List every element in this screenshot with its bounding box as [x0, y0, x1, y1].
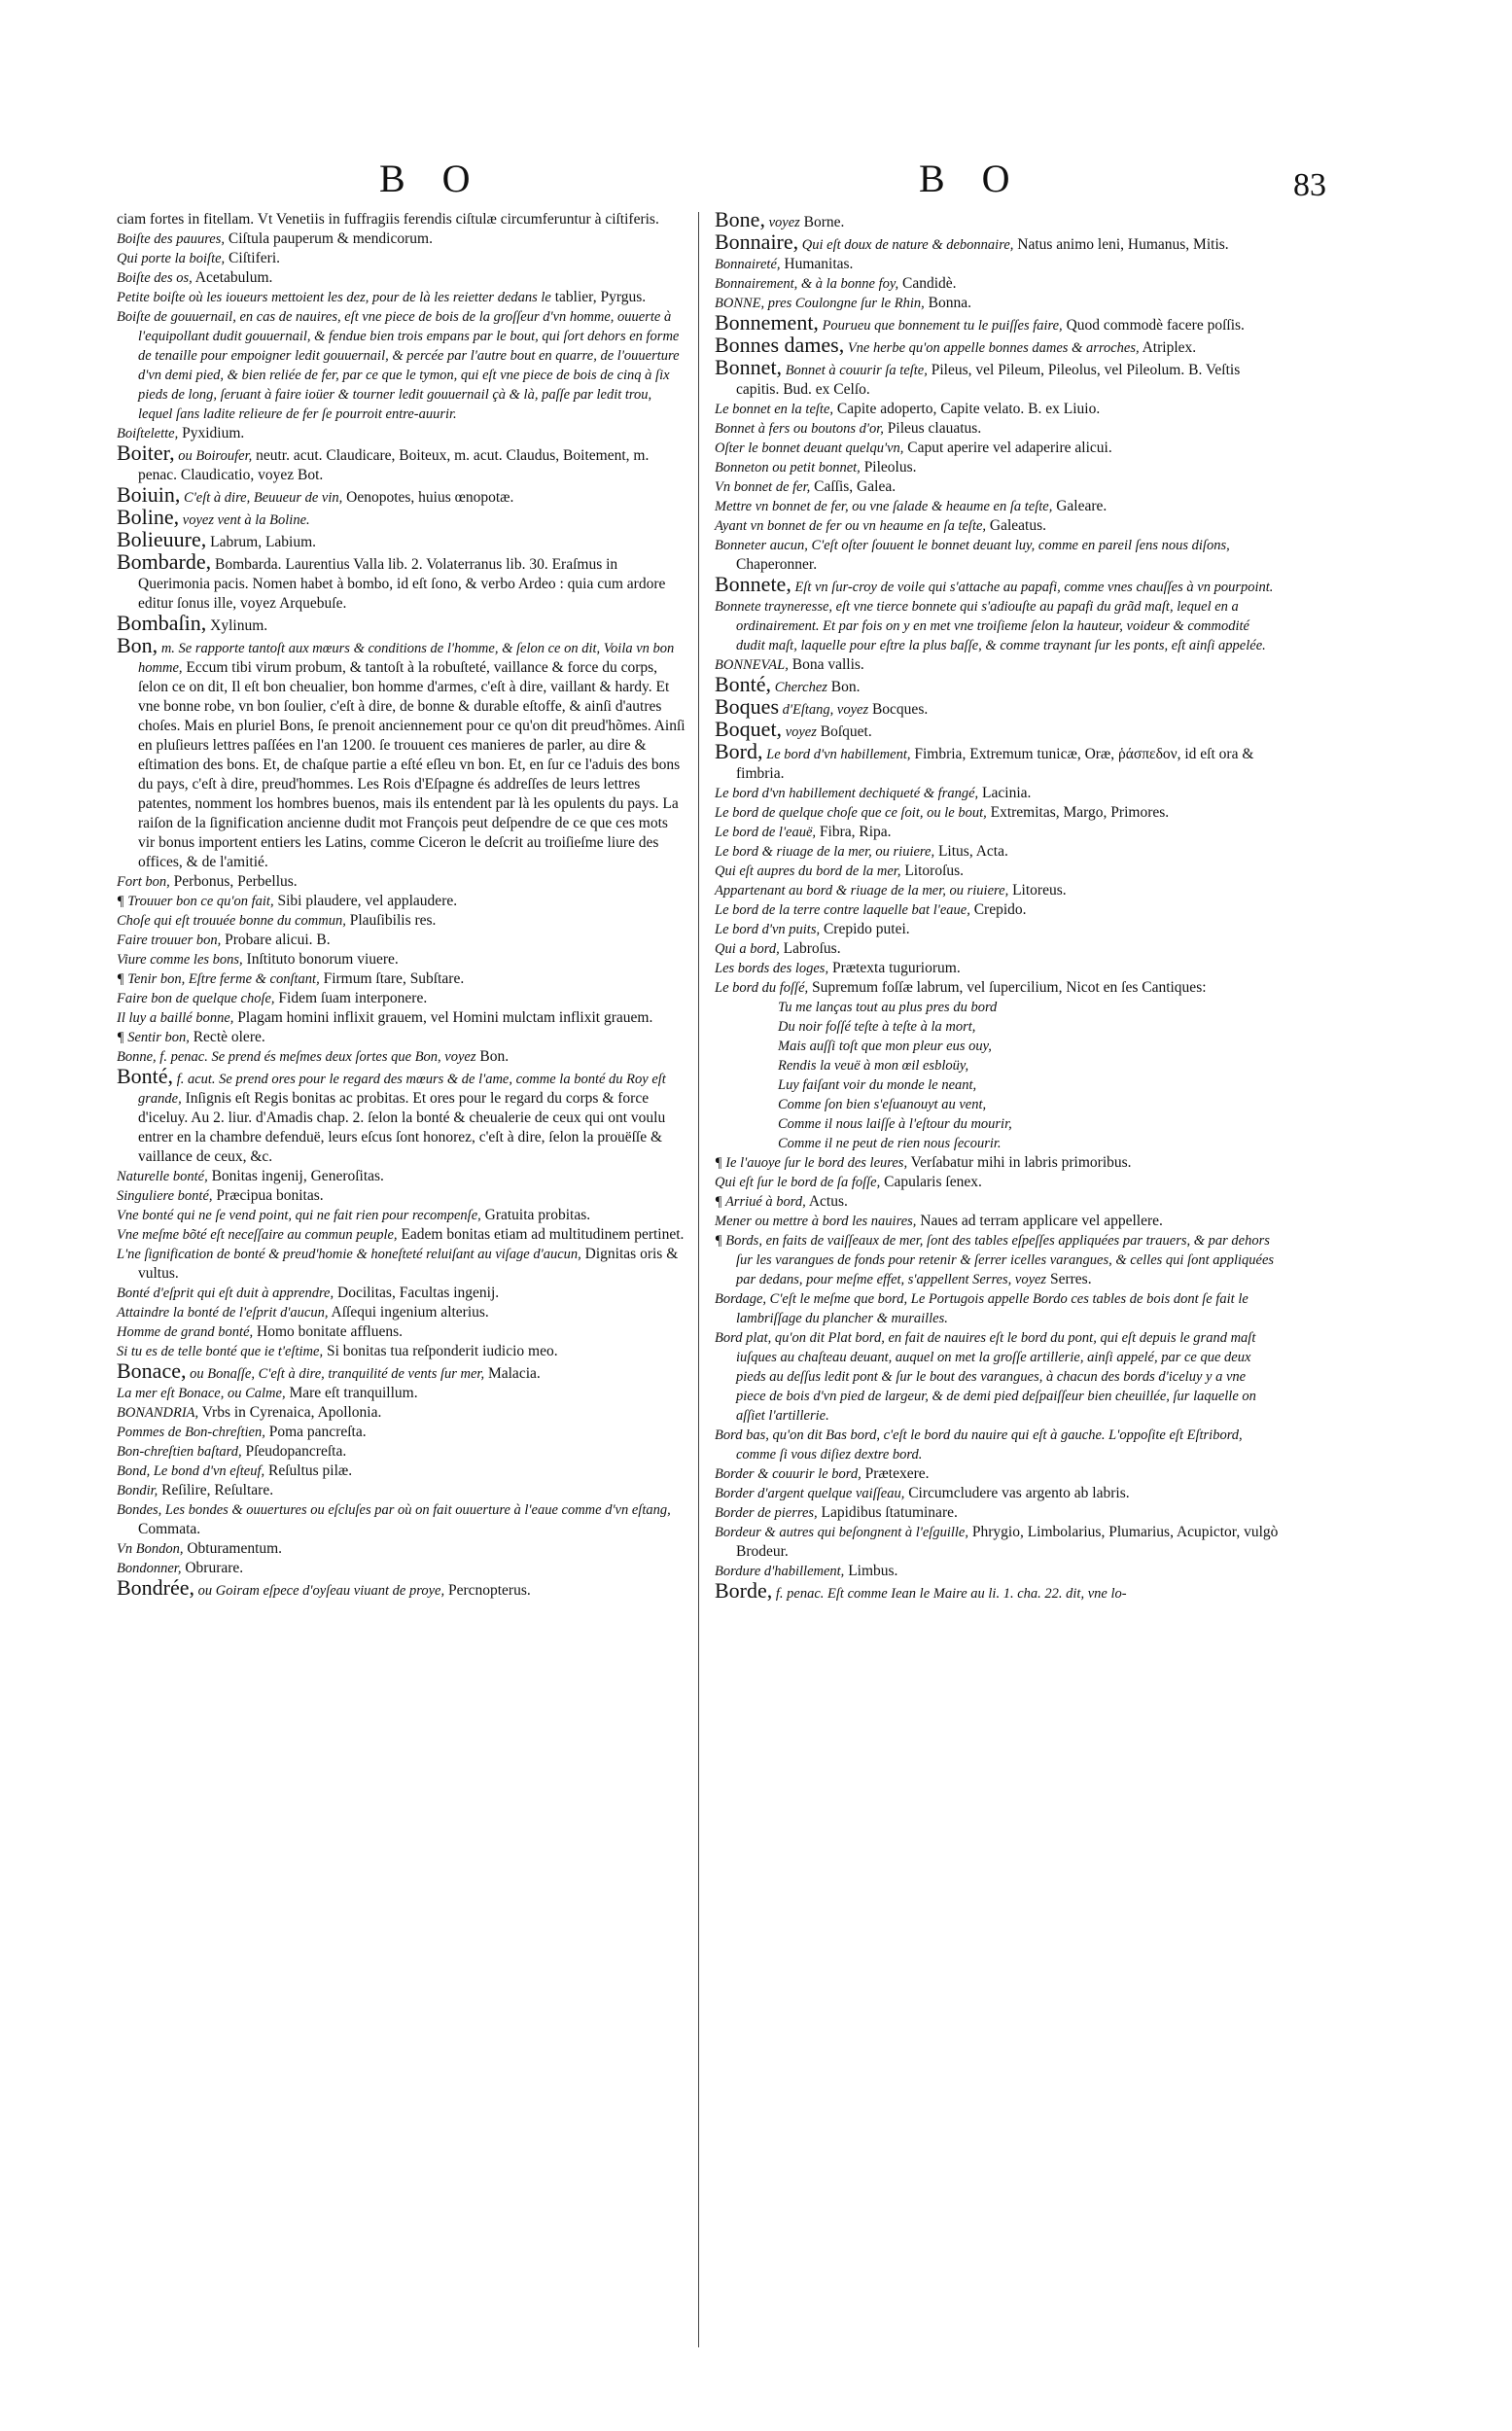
- entry-french-gloss: Bond, Le bond d'vn eſteuf,: [117, 1463, 265, 1479]
- entry-latin-text: neutr. acut. Claudicare, Boiteux, m. acut. Claudus, Boitement, m. penac. Claudicatio, voyez Bot.: [138, 447, 650, 483]
- dictionary-entry: [715, 939, 1279, 959]
- entry-french-gloss: Bondonner,: [117, 1561, 182, 1576]
- entry-french-gloss: Bon-chreſtien baſtard,: [117, 1444, 242, 1460]
- dictionary-entry: [715, 1153, 1279, 1173]
- dictionary-entry: [117, 989, 686, 1008]
- dictionary-entry: [117, 911, 686, 931]
- entry-headword: Boquet,: [715, 717, 783, 741]
- entry-french-gloss: ¶ Trouuer bon ce qu'on fait,: [117, 894, 274, 909]
- entry-latin-text: Caput aperire vel adaperire alicui.: [903, 440, 1112, 456]
- dictionary-entry: [715, 1484, 1279, 1503]
- entry-headword: Boiuin,: [117, 482, 181, 507]
- entry-latin-text: Fimbria, Extremum tunicæ, Oræ, ῥάσπεδον, id eſt ora & fimbria.: [736, 746, 1254, 782]
- entry-latin-text: Mare eſt tranquillum.: [285, 1385, 418, 1401]
- entry-latin-text: Lapidibus ſtatuminare.: [817, 1504, 958, 1521]
- entry-french-gloss: Qui a bord,: [715, 941, 780, 957]
- entry-french-gloss: Mener ou mettre à bord les nauires,: [715, 1214, 917, 1229]
- dictionary-entry: [117, 1322, 686, 1342]
- entry-french-gloss: Vne meſme bõté eſt neceſſaire au commun peuple,: [117, 1227, 398, 1243]
- entry-latin-text: Crepido.: [969, 901, 1027, 918]
- dictionary-entry: [715, 439, 1279, 458]
- entry-latin-text: Malacia.: [484, 1365, 541, 1382]
- dictionary-entry: [117, 440, 686, 485]
- entry-french-gloss: BONNEVAL,: [715, 657, 789, 673]
- right-column: [715, 207, 1279, 1603]
- entry-latin-text: Prætexere.: [861, 1465, 930, 1482]
- entry-french-gloss: Les bords des loges,: [715, 961, 829, 976]
- entry-french-gloss: Homme de grand bonté,: [117, 1324, 254, 1340]
- entry-latin-text: Serres.: [1046, 1271, 1092, 1287]
- entry-latin-text: Acetabulum.: [192, 269, 273, 286]
- entry-french-gloss: Bord bas, qu'on dit Bas bord, c'eſt le bord du nauire qui eſt à gauche. L'oppoſite eſt Eſtribord, comme ſi vous diſiez dextre bord.: [715, 1427, 1243, 1462]
- entry-latin-text: Plagam homini inflixit grauem, vel Homini mulctam inflixit grauem.: [233, 1009, 653, 1026]
- entry-french-gloss: Bonnete trayneresse, eſt vne tierce bonnete qui s'adiouſte au papafi du grãd maſt, lequel en a ordinairement. Et par fois on y en met vne troiſieme ſelon la hauteur, voideur & commodité dudit maſt, laquelle pour eſtre la plus baſſe, & comme traynant ſur les ponts, eſt ainſi appelée.: [715, 599, 1266, 653]
- entry-latin-text: Candidè.: [898, 275, 957, 292]
- entry-french-gloss: Petite boiſte où les ioueurs mettoient les dez, pour de là les reietter dedans le: [117, 290, 551, 305]
- entry-headword: Bon,: [117, 633, 158, 657]
- entry-french-gloss: Naturelle bonté,: [117, 1169, 208, 1184]
- verse-line: Comme il nous laiſſe à l'eſtour du mourir,: [778, 1116, 1012, 1132]
- dictionary-entry: [715, 842, 1279, 862]
- entry-latin-text: Bonna.: [924, 295, 971, 311]
- entry-headword: Boline,: [117, 505, 180, 529]
- entry-french-gloss: Bondir,: [117, 1483, 158, 1498]
- dictionary-entry: [715, 229, 1279, 255]
- entry-latin-text: Xylinum.: [206, 617, 268, 634]
- entry-french-gloss: voyez vent à la Boline.: [179, 512, 310, 528]
- verse-line: Comme ſon bien s'eſuanouyt au vent,: [778, 1097, 987, 1112]
- entry-french-gloss: ou Goiram eſpece d'oyſeau viuant de proye,: [194, 1583, 445, 1599]
- dictionary-entry: [715, 255, 1279, 274]
- entry-latin-text: Circumcludere vas argento ab labris.: [904, 1485, 1130, 1501]
- dictionary-entry: [715, 516, 1279, 536]
- entry-french-gloss: Mettre vn bonnet de fer, ou vne ſalade & heaume en ſa teſte,: [715, 499, 1053, 514]
- entry-latin-text: Prætexta tuguriorum.: [828, 960, 961, 976]
- entry-headword: Bonnet,: [715, 355, 783, 379]
- entry-french-gloss: voyez: [782, 724, 817, 740]
- dictionary-entry: [715, 400, 1279, 419]
- entry-headword: Bombaſin,: [117, 611, 207, 635]
- entry-french-gloss: Pourueu que bonnement tu le puiſſes faire,: [818, 318, 1063, 334]
- entry-latin-text: Ciſtiferi.: [225, 250, 280, 266]
- entry-latin-text: Vrbs in Cyrenaica, Apollonia.: [198, 1404, 382, 1421]
- dictionary-entry: [117, 1284, 686, 1303]
- entry-french-gloss: La mer eſt Bonace, ou Calme,: [117, 1386, 286, 1401]
- entry-french-gloss: BONANDRIA,: [117, 1405, 199, 1421]
- dictionary-entry: [715, 739, 1279, 784]
- dictionary-entry: [117, 288, 686, 307]
- entry-latin-text: Phrygio, Limbolarius, Plumarius, Acupictor, vulgò Brodeur.: [736, 1524, 1279, 1560]
- entry-latin-text: Probare alicui. B.: [221, 932, 331, 948]
- entry-latin-text: Oenopotes, huius œnopotæ.: [342, 489, 514, 506]
- dictionary-entry: [715, 1523, 1279, 1562]
- dictionary-entry: [715, 1231, 1279, 1289]
- entry-latin-text: ciam fortes in fitellam. Vt Venetiis in fuffragiis ferendis ciſtulæ circumferuntur à ciſtiferis.: [117, 211, 659, 228]
- entry-french-gloss: Appartenant au bord & riuage de la mer, ou riuiere,: [715, 883, 1009, 898]
- entry-latin-text: Bon.: [826, 679, 861, 695]
- entry-latin-text: Firmum ſtare, Subſtare.: [319, 970, 465, 987]
- entry-french-gloss: Le bord d'vn puits,: [715, 922, 821, 937]
- entry-latin-text: Pſeudopancreſta.: [241, 1443, 347, 1460]
- entry-headword: Bonnes dames,: [715, 333, 845, 357]
- entry-french-gloss: Bonnet à fers ou boutons d'or,: [715, 421, 884, 437]
- dictionary-entry: [715, 1562, 1279, 1581]
- entry-headword: Bolieuure,: [117, 527, 207, 551]
- dictionary-entry: [117, 249, 686, 268]
- entry-latin-text: Docilitas, Facultas ingenij.: [334, 1285, 500, 1301]
- entry-french-gloss: f. penac. Eſt comme Iean le Maire au li. 1. cha. 22. dit, vne lo-: [772, 1586, 1127, 1602]
- dictionary-entry: [117, 1462, 686, 1481]
- dictionary-entry: [715, 823, 1279, 842]
- dictionary-entry: [117, 1403, 686, 1423]
- entry-french-gloss: Vne herbe qu'on appelle bonnes dames & arroches,: [844, 340, 1140, 356]
- entry-headword: Bonnaire,: [715, 229, 799, 254]
- entry-latin-text: Litoreus.: [1008, 882, 1067, 898]
- entry-french-gloss: ¶ Arriué à bord,: [715, 1194, 806, 1210]
- dictionary-entry: [117, 482, 686, 508]
- entry-french-gloss: Ayant vn bonnet de fer ou vn heaume en ſa teſte,: [715, 518, 987, 534]
- entry-french-gloss: Viure comme les bons,: [117, 952, 243, 968]
- running-head-right: B O: [919, 157, 1024, 200]
- entry-french-gloss: Bonne, f. penac. Se prend és meſmes deux ſortes que Bon, voyez: [117, 1049, 476, 1065]
- entry-latin-text: Reſultus pilæ.: [264, 1462, 353, 1479]
- entry-latin-text: Rectè olere.: [189, 1029, 265, 1045]
- entry-latin-text: Inſignis eſt Regis bonitas ac probitas. Et ores pour le regard du corps & force d'iceluy. Au 2. liur. d'Amadis chap. 2. ſelon la bonté & cheualerie de ceux qui ont voulu entrer en la chambre defenduë, leurs eſcus ſont honorez, c'eſt à dire, ſelon la prouëſſe & vaillance de ceux, &c.: [138, 1090, 666, 1165]
- dictionary-entry: [715, 572, 1279, 597]
- dictionary-entry: [117, 1575, 686, 1601]
- dictionary-entry: [715, 655, 1279, 675]
- entry-latin-text: Litus, Acta.: [934, 843, 1008, 860]
- dictionary-entry: [117, 549, 686, 614]
- dictionary-entry: [715, 978, 1279, 998]
- entry-french-gloss: Si tu es de telle bonté que ie t'eſtime,: [117, 1344, 324, 1359]
- verse-line: Tu me lanças tout au plus pres du bord: [778, 1000, 998, 1015]
- verse-line: Du noir foſſé teſte à teſte à la mort,: [778, 1019, 976, 1035]
- entry-french-gloss: Bonnairement, & à la bonne foy,: [715, 276, 899, 292]
- dictionary-entry: [117, 1500, 686, 1539]
- entry-french-gloss: d'Eſtang, voyez: [779, 702, 869, 718]
- entry-headword: Boques: [715, 694, 779, 719]
- entry-french-gloss: Boiſte des os,: [117, 270, 193, 286]
- entry-french-gloss: Fort bon,: [117, 874, 170, 890]
- entry-latin-text: Plauſibilis res.: [345, 912, 437, 929]
- entry-latin-text: Fibra, Ripa.: [816, 824, 892, 840]
- entry-headword: Bonté,: [117, 1064, 174, 1088]
- entry-latin-text: Humanitas.: [780, 256, 854, 272]
- entry-latin-text: Extremitas, Margo, Primores.: [986, 804, 1170, 821]
- entry-french-gloss: Border & couurir le bord,: [715, 1466, 861, 1482]
- entry-french-gloss: BONNE, pres Coulongne ſur le Rhin,: [715, 296, 925, 311]
- entry-headword: Boiter,: [117, 440, 175, 465]
- entry-french-gloss: C'eſt à dire, Beuueur de vin,: [180, 490, 343, 506]
- entry-french-gloss: ¶ Tenir bon, Eſtre ferme & conſtant,: [117, 971, 320, 987]
- entry-headword: Bonnement,: [715, 310, 819, 335]
- left-column: [117, 210, 686, 1601]
- dictionary-entry: [117, 1303, 686, 1322]
- entry-french-gloss: Le bonnet en la teſte,: [715, 402, 834, 417]
- column-divider: [698, 212, 699, 2347]
- entry-latin-text: Bona vallis.: [788, 656, 864, 673]
- dictionary-entry: [117, 268, 686, 288]
- dictionary-entry: [715, 274, 1279, 294]
- entry-latin-text: Fidem ſuam interponere.: [274, 990, 428, 1006]
- entry-french-gloss: Bordeur & autres qui beſongnent à l'eſguille,: [715, 1525, 968, 1540]
- entry-latin-text: Obrurare.: [181, 1560, 244, 1576]
- verse-line: Rendis la veuë à mon œil esbloüy,: [778, 1058, 969, 1074]
- dictionary-entry: [715, 1212, 1279, 1231]
- entry-french-gloss: ¶ Bords, en faits de vaiſſeaux de mer, ſont des tables eſpeſſes appliquées par trauers, & par dehors ſur les varangues de fonds pour retenir & ſerrer icelles varangues, & celles qui ſont appliquées par dedans, pour meſme effet, s'appellent Serres, voyez: [715, 1233, 1275, 1287]
- entry-latin-text: Litoroſus.: [900, 863, 965, 879]
- entry-latin-text: Capite adoperto, Capite velato. B. ex Liuio.: [833, 401, 1101, 417]
- dictionary-entry: [117, 1186, 686, 1206]
- dictionary-entry: [715, 784, 1279, 803]
- entry-latin-text: Verſabatur mihi in labris primoribus.: [907, 1154, 1132, 1171]
- dictionary-entry: [117, 892, 686, 911]
- entry-french-gloss: Faire trouuer bon,: [117, 933, 222, 948]
- entry-french-gloss: Bonneton ou petit bonnet,: [715, 460, 861, 476]
- entry-headword: Bonnete,: [715, 572, 791, 596]
- dictionary-entry: [117, 1028, 686, 1047]
- entry-headword: Bondrée,: [117, 1575, 195, 1600]
- entry-french-gloss: Le bord d'vn habillement dechiqueté & frangé,: [715, 786, 979, 801]
- dictionary-entry: [715, 1503, 1279, 1523]
- dictionary-entry: [715, 1192, 1279, 1212]
- entry-french-gloss: m. Se rapporte tantoſt aux mœurs & conditions de l'homme, & ſelon ce on dit, Voila vn bon homme,: [138, 641, 675, 676]
- dictionary-entry: [117, 1384, 686, 1403]
- entry-french-gloss: Border d'argent quelque vaiſſeau,: [715, 1486, 905, 1501]
- dictionary-entry: [715, 1173, 1279, 1192]
- entry-french-gloss: Boiſte des pauures,: [117, 231, 226, 247]
- entry-latin-text: Percnopterus.: [444, 1582, 531, 1599]
- entry-latin-text: Galeare.: [1052, 498, 1108, 514]
- dictionary-entry: [715, 335, 1279, 358]
- dictionary-entry: [715, 597, 1279, 655]
- entry-latin-text: Limbus.: [844, 1563, 898, 1579]
- entry-french-gloss: Vn Bondon,: [117, 1541, 184, 1557]
- dictionary-entry: [715, 694, 1279, 720]
- entry-latin-text: Perbonus, Perbellus.: [169, 873, 298, 890]
- entry-french-gloss: Qui porte la boiſte,: [117, 251, 226, 266]
- entry-latin-text: Natus animo leni, Humanus, Mitis.: [1013, 236, 1229, 253]
- dictionary-entry: [117, 1559, 686, 1578]
- entry-latin-text: Obturamentum.: [183, 1540, 283, 1557]
- dictionary-entry: [117, 307, 686, 424]
- entry-latin-text: Chaperonner.: [736, 556, 818, 573]
- entry-latin-text: Eccum tibi virum probum, & tantoſt à la robuſteté, vaillance & force du corps, ſelon ce on dit, Il eſt bon cheualier, bon homme d'armes, c'eſt à dire, vaillant & hardy. Et vne bonne robe, vn bon ſoulier, c'eſt à dire, de bonne & durable eſtoffe, & ainſi d'autres choſes. Mais en pluriel Bons, ſe prenoit anciennement pour ce qu'on dit preud'hõmes. Ainſi en pluſieurs lettres paſſées en l'an 1200. ſe trouuent ces manieres de parler, au dire & eſtimation des bons. Et, de chaſque partie a eſté eſleu vn bon. Et, en ſur ce l'aduis des bons du pays, c'eſt à dire, preud'hommes. Les Rois d'Eſpagne és addreſſes de leurs lettres patentes, nomment los hombres buenos, mais ils entendent par là les opulents du pays. La raiſon de la ſignification ancienne dudit mot François peut deſpendre de ce que ces mots vir bonus importent entiers les Latins, comme Ciceron le deſcrit au troiſieſme liure des offices, & de l'amitié.: [138, 659, 686, 870]
- entry-latin-text: Labrum, Labium.: [206, 534, 317, 550]
- entry-french-gloss: Bonnet à couurir ſa teſte,: [782, 363, 928, 378]
- dictionary-entry: [117, 1481, 686, 1500]
- dictionary-entry: [715, 536, 1279, 575]
- entry-french-gloss: Qui eſt ſur le bord de ſa foſſe,: [715, 1175, 881, 1190]
- entry-latin-text: Homo bonitate affluens.: [253, 1323, 403, 1340]
- entry-latin-text: Inſtituto bonorum viuere.: [242, 951, 399, 968]
- entry-headword: Borde,: [715, 1578, 773, 1603]
- dictionary-entry: [715, 1328, 1279, 1426]
- entry-latin-text: Labroſus.: [779, 940, 841, 957]
- dictionary-entry: [715, 920, 1279, 939]
- entry-french-gloss: L'ne ſignification de bonté & preud'homie & honeſteté reluiſant au viſage d'aucun,: [117, 1247, 581, 1262]
- entry-french-gloss: Bonté d'eſprit qui eſt duit à apprendre,: [117, 1286, 334, 1301]
- dictionary-entry: [715, 717, 1279, 742]
- dictionary-entry: [117, 424, 686, 443]
- dictionary-entry: [117, 633, 686, 872]
- dictionary-entry: [117, 1206, 686, 1225]
- entry-french-gloss: Pommes de Bon-chreſtien,: [117, 1425, 265, 1440]
- entry-latin-text: Supremum foſſæ labrum, vel ſupercilium, Nicot en ſes Cantiques:: [808, 979, 1207, 996]
- entry-french-gloss: Bondes, Les bondes & ouuertures ou eſcluſes par où on fait ouuerture à l'eaue comme d'vn eſtang,: [117, 1502, 671, 1518]
- dictionary-entry: [715, 458, 1279, 477]
- entry-latin-text: tablier, Pyrgus.: [550, 289, 647, 305]
- entry-latin-text: Pyxidium.: [178, 425, 245, 441]
- entry-french-gloss: Choſe qui eſt trouuée bonne du commun,: [117, 913, 346, 929]
- entry-latin-text: Pileolus.: [860, 459, 917, 476]
- entry-latin-text: Commata.: [138, 1521, 201, 1537]
- entry-latin-text: Boſquet.: [816, 723, 872, 740]
- dictionary-entry: [117, 1245, 686, 1284]
- entry-french-gloss: ou Bonaſſe, C'eſt à dire, tranquilité de vents ſur mer,: [186, 1366, 485, 1382]
- dictionary-entry: [117, 931, 686, 950]
- entry-french-gloss: Le bord & riuage de la mer, ou riuiere,: [715, 844, 935, 860]
- entry-headword: Bone,: [715, 207, 765, 231]
- verse-line: Mais auſſi toſt que mon pleur eus ouy,: [778, 1039, 992, 1054]
- dictionary-entry: [117, 1423, 686, 1442]
- dictionary-entry: [117, 1047, 686, 1067]
- entry-headword: Bord,: [715, 739, 763, 763]
- entry-french-gloss: Bonneter aucun, C'eſt oſter ſouuent le bonnet deuant luy, comme en pareil ſens nous diſons,: [715, 538, 1230, 553]
- entry-latin-text: Atriplex.: [1139, 339, 1197, 356]
- entry-french-gloss: Il luy a baillé bonne,: [117, 1010, 234, 1026]
- entry-french-gloss: Qui eſt doux de nature & debonnaire,: [798, 237, 1014, 253]
- dictionary-entry: [117, 1342, 686, 1361]
- dictionary-entry: [715, 959, 1279, 978]
- entry-latin-text: Gratuita probitas.: [480, 1207, 591, 1223]
- entry-french-gloss: Boiſte de gouuernail, en cas de nauires, eſt vne piece de bois de la groſſeur d'vn homme, ouuerte à l'equipollant dudit gouuernail, & fendue bien trois empans par le bout, qui ſort dehors en forme de tenaille pour empoigner ledit gouuernail, & percée par l'autre bout en quarre, de l'ouuerture d'vn demi pied, & bien reliée de fer, par ce que le tymon, qui eſt vne piece de bois de cinq à ſix pieds de long, ſeruant à faire ioüer & tourner ledit gouuernail çà & là, paſſe par ledit trou, lequel ſans ladite relieure de fer ſe pourroit entre-auurir.: [117, 309, 680, 422]
- entry-latin-text: Borne.: [799, 214, 845, 230]
- entry-latin-text: Pileus, vel Pileum, Pileolus, vel Pileolum. B. Veſtis capitis. Bud. ex Celſo.: [736, 362, 1241, 398]
- entry-latin-text: Eadem bonitas etiam ad multitudinem pertinet.: [397, 1226, 685, 1243]
- entry-latin-text: Galeatus.: [986, 517, 1047, 534]
- dictionary-entry: [715, 497, 1279, 516]
- entry-french-gloss: Vn bonnet de fer,: [715, 479, 811, 495]
- entry-french-gloss: Boiſtelette,: [117, 426, 179, 441]
- entry-french-gloss: ¶ Sentir bon,: [117, 1030, 190, 1045]
- entry-headword: Bonté,: [715, 672, 772, 696]
- dictionary-entry: [117, 611, 686, 636]
- entry-french-gloss: Vne bonté qui ne ſe vend point, qui ne fait rien pour recompenſe,: [117, 1208, 481, 1223]
- entry-french-gloss: ou Boiroufer,: [174, 448, 253, 464]
- dictionary-entry: [715, 1578, 1279, 1603]
- entry-french-gloss: Faire bon de quelque choſe,: [117, 991, 275, 1006]
- verse-line: Comme il ne peut de rien nous ſecourir.: [778, 1136, 1002, 1151]
- entry-latin-text: Aſſequi ingenium alterius.: [328, 1304, 489, 1321]
- entry-french-gloss: Bonnaireté,: [715, 257, 781, 272]
- entry-latin-text: Pileus clauatus.: [883, 420, 982, 437]
- dictionary-entry: [117, 950, 686, 969]
- dictionary-entry: [715, 1289, 1279, 1328]
- dictionary-entry: [117, 210, 686, 229]
- entry-french-gloss: f. acut. Se prend ores pour le regard des mœurs & de l'ame, comme la bonté du Roy eſt grande,: [138, 1072, 666, 1107]
- dictionary-entry: [117, 1442, 686, 1462]
- dictionary-entry: [117, 872, 686, 892]
- dictionary-entry: [117, 1064, 686, 1167]
- entry-latin-text: Præcipua bonitas.: [212, 1187, 324, 1204]
- entry-latin-text: Capularis ſenex.: [880, 1174, 982, 1190]
- dictionary-entry: [715, 672, 1279, 697]
- entry-latin-text: Poma pancreſta.: [264, 1424, 367, 1440]
- dictionary-entry: [715, 1464, 1279, 1484]
- dictionary-entry: [117, 1167, 686, 1186]
- entry-french-gloss: Qui eſt aupres du bord de la mer,: [715, 863, 901, 879]
- entry-latin-text: Naues ad terram applicare vel appellere.: [916, 1213, 1163, 1229]
- entry-headword: Bonace,: [117, 1358, 187, 1383]
- entry-latin-text: Dignitas oris & vultus.: [138, 1246, 679, 1282]
- entry-french-gloss: voyez: [764, 215, 800, 230]
- entry-french-gloss: Attaindre la bonté de l'eſprit d'aucun,: [117, 1305, 329, 1321]
- dictionary-entry: [715, 862, 1279, 881]
- entry-french-gloss: Le bord de quelque choſe que ce ſoit, ou le bout,: [715, 805, 987, 821]
- dictionary-entry: [715, 355, 1279, 400]
- entry-latin-text: Sibi plaudere, vel applaudere.: [273, 893, 458, 909]
- dictionary-entry: [715, 803, 1279, 823]
- dictionary-entry: [715, 900, 1279, 920]
- dictionary-entry: [117, 1358, 686, 1384]
- dictionary-entry: [117, 1225, 686, 1245]
- entry-french-gloss: Cherchez: [771, 680, 827, 695]
- entry-latin-text: Bonitas ingenij, Generoſitas.: [207, 1168, 384, 1184]
- entry-latin-text: Lacinia.: [978, 785, 1032, 801]
- entry-latin-text: Ciſtula pauperum & mendicorum.: [225, 230, 433, 247]
- entry-french-gloss: Le bord de la terre contre laquelle bat l'eaue,: [715, 902, 970, 918]
- entry-latin-text: Bon.: [475, 1048, 510, 1065]
- running-head-left: B O: [379, 157, 484, 200]
- entry-headword: Bombarde,: [117, 549, 212, 574]
- entry-french-gloss: Singuliere bonté,: [117, 1188, 213, 1204]
- dictionary-entry: [715, 477, 1279, 497]
- entry-latin-text: Bombarda. Laurentius Valla lib. 2. Volaterranus lib. 30. Eraſmus in Querimonia pacis. Nomen habet à bombo, id eſt ſono, & verbo Ardeo : quia cum ardore editur ſonus ille, voyez Arquebuſe.: [138, 556, 666, 612]
- entry-french-gloss: Bordage, C'eſt le meſme que bord, Le Portugois appelle Bordo ces tables de bois dont ſe fait le lambriſſage du plancher & murailles.: [715, 1291, 1248, 1326]
- entry-french-gloss: Bord plat, qu'on dit Plat bord, en fait de nauires eſt le bord du pont, qui eſt depuis le grand maſt iuſques au chaſteau deuant, auquel on met la groſſe artillerie, ainſi appelé, par ce que deux pieds au deſſus ledit pont & ſur le bout des varangues, à chacun des bords d'iceluy y a vne piece de bois d'vn pied de largeur, & de demi pied deſpaiſſeur bien cheuillée, ſur laquelle on aſſiet l'artillerie.: [715, 1330, 1256, 1424]
- entry-french-gloss: Border de pierres,: [715, 1505, 818, 1521]
- dictionary-entry: [715, 419, 1279, 439]
- dictionary-entry: [117, 1539, 686, 1559]
- entry-latin-text: Bocques.: [868, 701, 929, 718]
- dictionary-entry: [715, 207, 1279, 232]
- entry-latin-text: Caſſis, Galea.: [810, 478, 897, 495]
- verse-line: Luy faiſant voir du monde le neant,: [778, 1077, 977, 1093]
- entry-french-gloss: Le bord du foſſé,: [715, 980, 809, 996]
- entry-latin-text: Quod commodè facere poſſis.: [1062, 317, 1245, 334]
- dictionary-entry: [715, 1426, 1279, 1464]
- entry-french-gloss: Le bord de l'eauë,: [715, 825, 817, 840]
- dictionary-entry: [715, 881, 1279, 900]
- entry-latin-text: Si bonitas tua reſponderit iudicio meo.: [323, 1343, 558, 1359]
- page-number: 83: [1293, 167, 1326, 203]
- entry-latin-text: Reſilire, Reſultare.: [158, 1482, 274, 1498]
- entry-french-gloss: Bordure d'habillement,: [715, 1564, 845, 1579]
- dictionary-entry: [117, 229, 686, 249]
- entry-latin-text: Crepido putei.: [820, 921, 910, 937]
- entry-french-gloss: Oſter le bonnet deuant quelqu'vn,: [715, 440, 904, 456]
- entry-latin-text: Actus.: [805, 1193, 848, 1210]
- dictionary-entry: [117, 969, 686, 989]
- entry-french-gloss: Le bord d'vn habillement,: [762, 747, 911, 762]
- entry-french-gloss: Eſt vn ſur-croy de voile qui s'attache au papafi, comme vnes chauſſes à vn pourpoint.: [791, 580, 1274, 595]
- entry-french-gloss: ¶ Ie l'auoye ſur le bord des leures,: [715, 1155, 908, 1171]
- dictionary-entry: [117, 1008, 686, 1028]
